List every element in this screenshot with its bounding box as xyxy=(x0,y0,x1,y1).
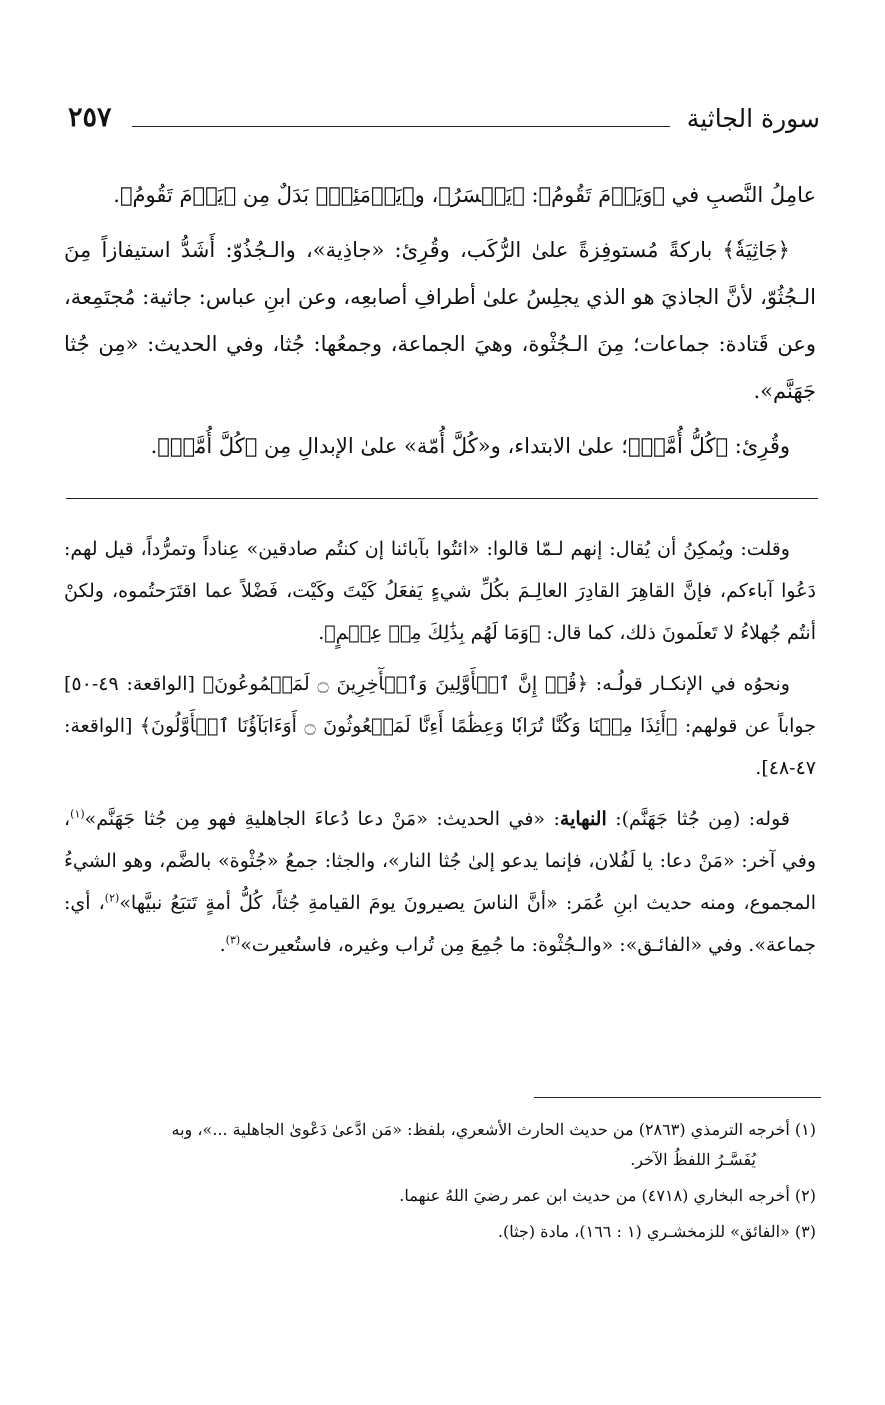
page-number: ٢٥٧ xyxy=(68,102,112,133)
footnote-text: (١) أخرجه الترمذي (٢٨٦٣) من حديث الحارث الأشعري، بلفظ: «مَن ادَّعىٰ دَعْوىٰ الجاهلية ...»، وبه xyxy=(171,1120,816,1139)
commentary-paragraph xyxy=(64,798,816,966)
commentary-paragraph: ونحوُه في الإنكـار قولُـه: ﴿قُلۡ إِنَّ ٱلۡأَوَّلِينَ وَٱلۡأٓخِرِينَ ۝ لَمَجۡمُوعُونَ﴾ [الواقعة: ٤٩-٥٠] جواباً عن قولهم: ﴿أَئِذَا مِتۡنَا وَكُنَّا تُرَابٗا وَعِظَٰمًا أَءِنَّا لَمَبۡعُوثُونَ ۝ أَوَءَابَآؤُنَا ٱلۡأَوَّلُونَ﴾ [الواقعة: ٤٧-٤٨]. xyxy=(64,673,816,779)
footnote-divider xyxy=(534,1097,821,1098)
section-divider xyxy=(66,498,818,499)
main-paragraph: عامِلُ النَّصبِ في ﴿وَيَوۡمَ تَقُومُ﴾: ﴿يَخۡسَرُ﴾، و﴿يَوۡمَئِذٖ﴾ بَدَلٌ مِن ﴿يَوۡمَ تَقُومُ﴾. xyxy=(113,183,816,207)
main-text xyxy=(64,172,816,478)
footnote xyxy=(64,1115,816,1175)
gloss-text: ، أي: جماعة». وفي «الفائـق»: «والـجُثْوة: ما جُمِعَ مِن تُراب وغيره، فاستُعيرت» xyxy=(64,892,816,956)
gloss-text: . xyxy=(219,934,226,956)
page-header xyxy=(68,100,820,140)
gloss-text: : «في الحديث: «مَنْ دعا دُعاءَ الجاهليةِ فهو مِن جُثا جَهَنَّم» xyxy=(84,808,560,830)
footnote: (٢) أخرجه البخاري (٤٧١٨) من حديث ابن عمر رضيَ اللهُ عنهما. xyxy=(399,1186,816,1205)
main-paragraph: ﴿جَاثِيَةٗ﴾ باركةً مُستوفِزةً علىٰ الرُّكَب، وقُرِئ: «جاذِية»، والـجُذُوّ: أَشَدُّ استيفازاً مِنَ الـجُثُوّ، لأنَّ الجاذيَ هو الذي يجلِسُ علىٰ أطرافِ أصابعِه، وعن ابنِ عباس: جاثية: مُجتَمِعة، وعن قَتادة: جماعات؛ مِنَ الـجُثْوة، وهيَ الجماعة، وجمعُها: جُثا، وفي الحديث: «مِن جُثا جَهَنَّم». xyxy=(64,238,816,403)
commentary-text xyxy=(64,528,816,975)
footnote: (٣) «الفائق» للزمخشـري (١ : ١٦٦)، مادة (جثا). xyxy=(497,1222,816,1241)
footnote-continuation: يُفَسَّـرُ اللفظُ الآخر. xyxy=(630,1150,756,1169)
footnote-ref[interactable]: (١) xyxy=(70,807,85,821)
gloss-text: ، وفي آخر: «مَنْ دعا: يا لَفُلان، فإنما يدعو إلىٰ جُثا النار»، والجثا: جمعُ «جُثْوة» بالضَّم، وهو الشيءُ المجموع، ومنه حديث ابنِ عُمَر: «أنَّ الناسَ يصيرونَ يومَ القيامةِ جُثاً، كُلُّ أمةٍ تَتبَعُ نبيَّها» xyxy=(64,808,816,914)
footnote-ref[interactable]: (٣) xyxy=(225,933,241,947)
running-title: سورة الجاثية xyxy=(686,104,820,133)
main-paragraph: وقُرِئ: ﴿كُلُّ أُمَّةٖ﴾؛ علىٰ الابتداء، و«كُلَّ أُمّة» علىٰ الإبدالِ مِن ﴿كُلَّ أُمَّةٖ﴾. xyxy=(150,434,790,458)
source-name: النهاية xyxy=(559,808,607,830)
header-rule xyxy=(132,126,670,127)
footnote-ref[interactable]: (٢) xyxy=(104,891,120,905)
footnotes xyxy=(64,1115,816,1253)
commentary-paragraph: وقلت: ويُمكِنُ أن يُقال: إنهم لـمّا قالوا: «ائتُوا بآبائنا إن كنتُم صادقين» عِناداً وتمرُّداً، قيل لهم: دَعُوا آباءكم، فإنَّ القاهِرَ القادِرَ العالِـمَ بكُلِّ شيءٍ يَفعَلُ كَيْتَ وكَيْت، فَضْلاً عما اقتَرَحتُموه، ولكنْ أنتُم جُهلاءُ لا تَعلَمونَ ذلك، كما قال: ﴿وَمَا لَهُم بِذَٰلِكَ مِنۡ عِلۡمٍ﴾. xyxy=(64,538,816,644)
gloss-lead: قوله: (مِن جُثا جَهَنَّم): xyxy=(606,808,790,830)
